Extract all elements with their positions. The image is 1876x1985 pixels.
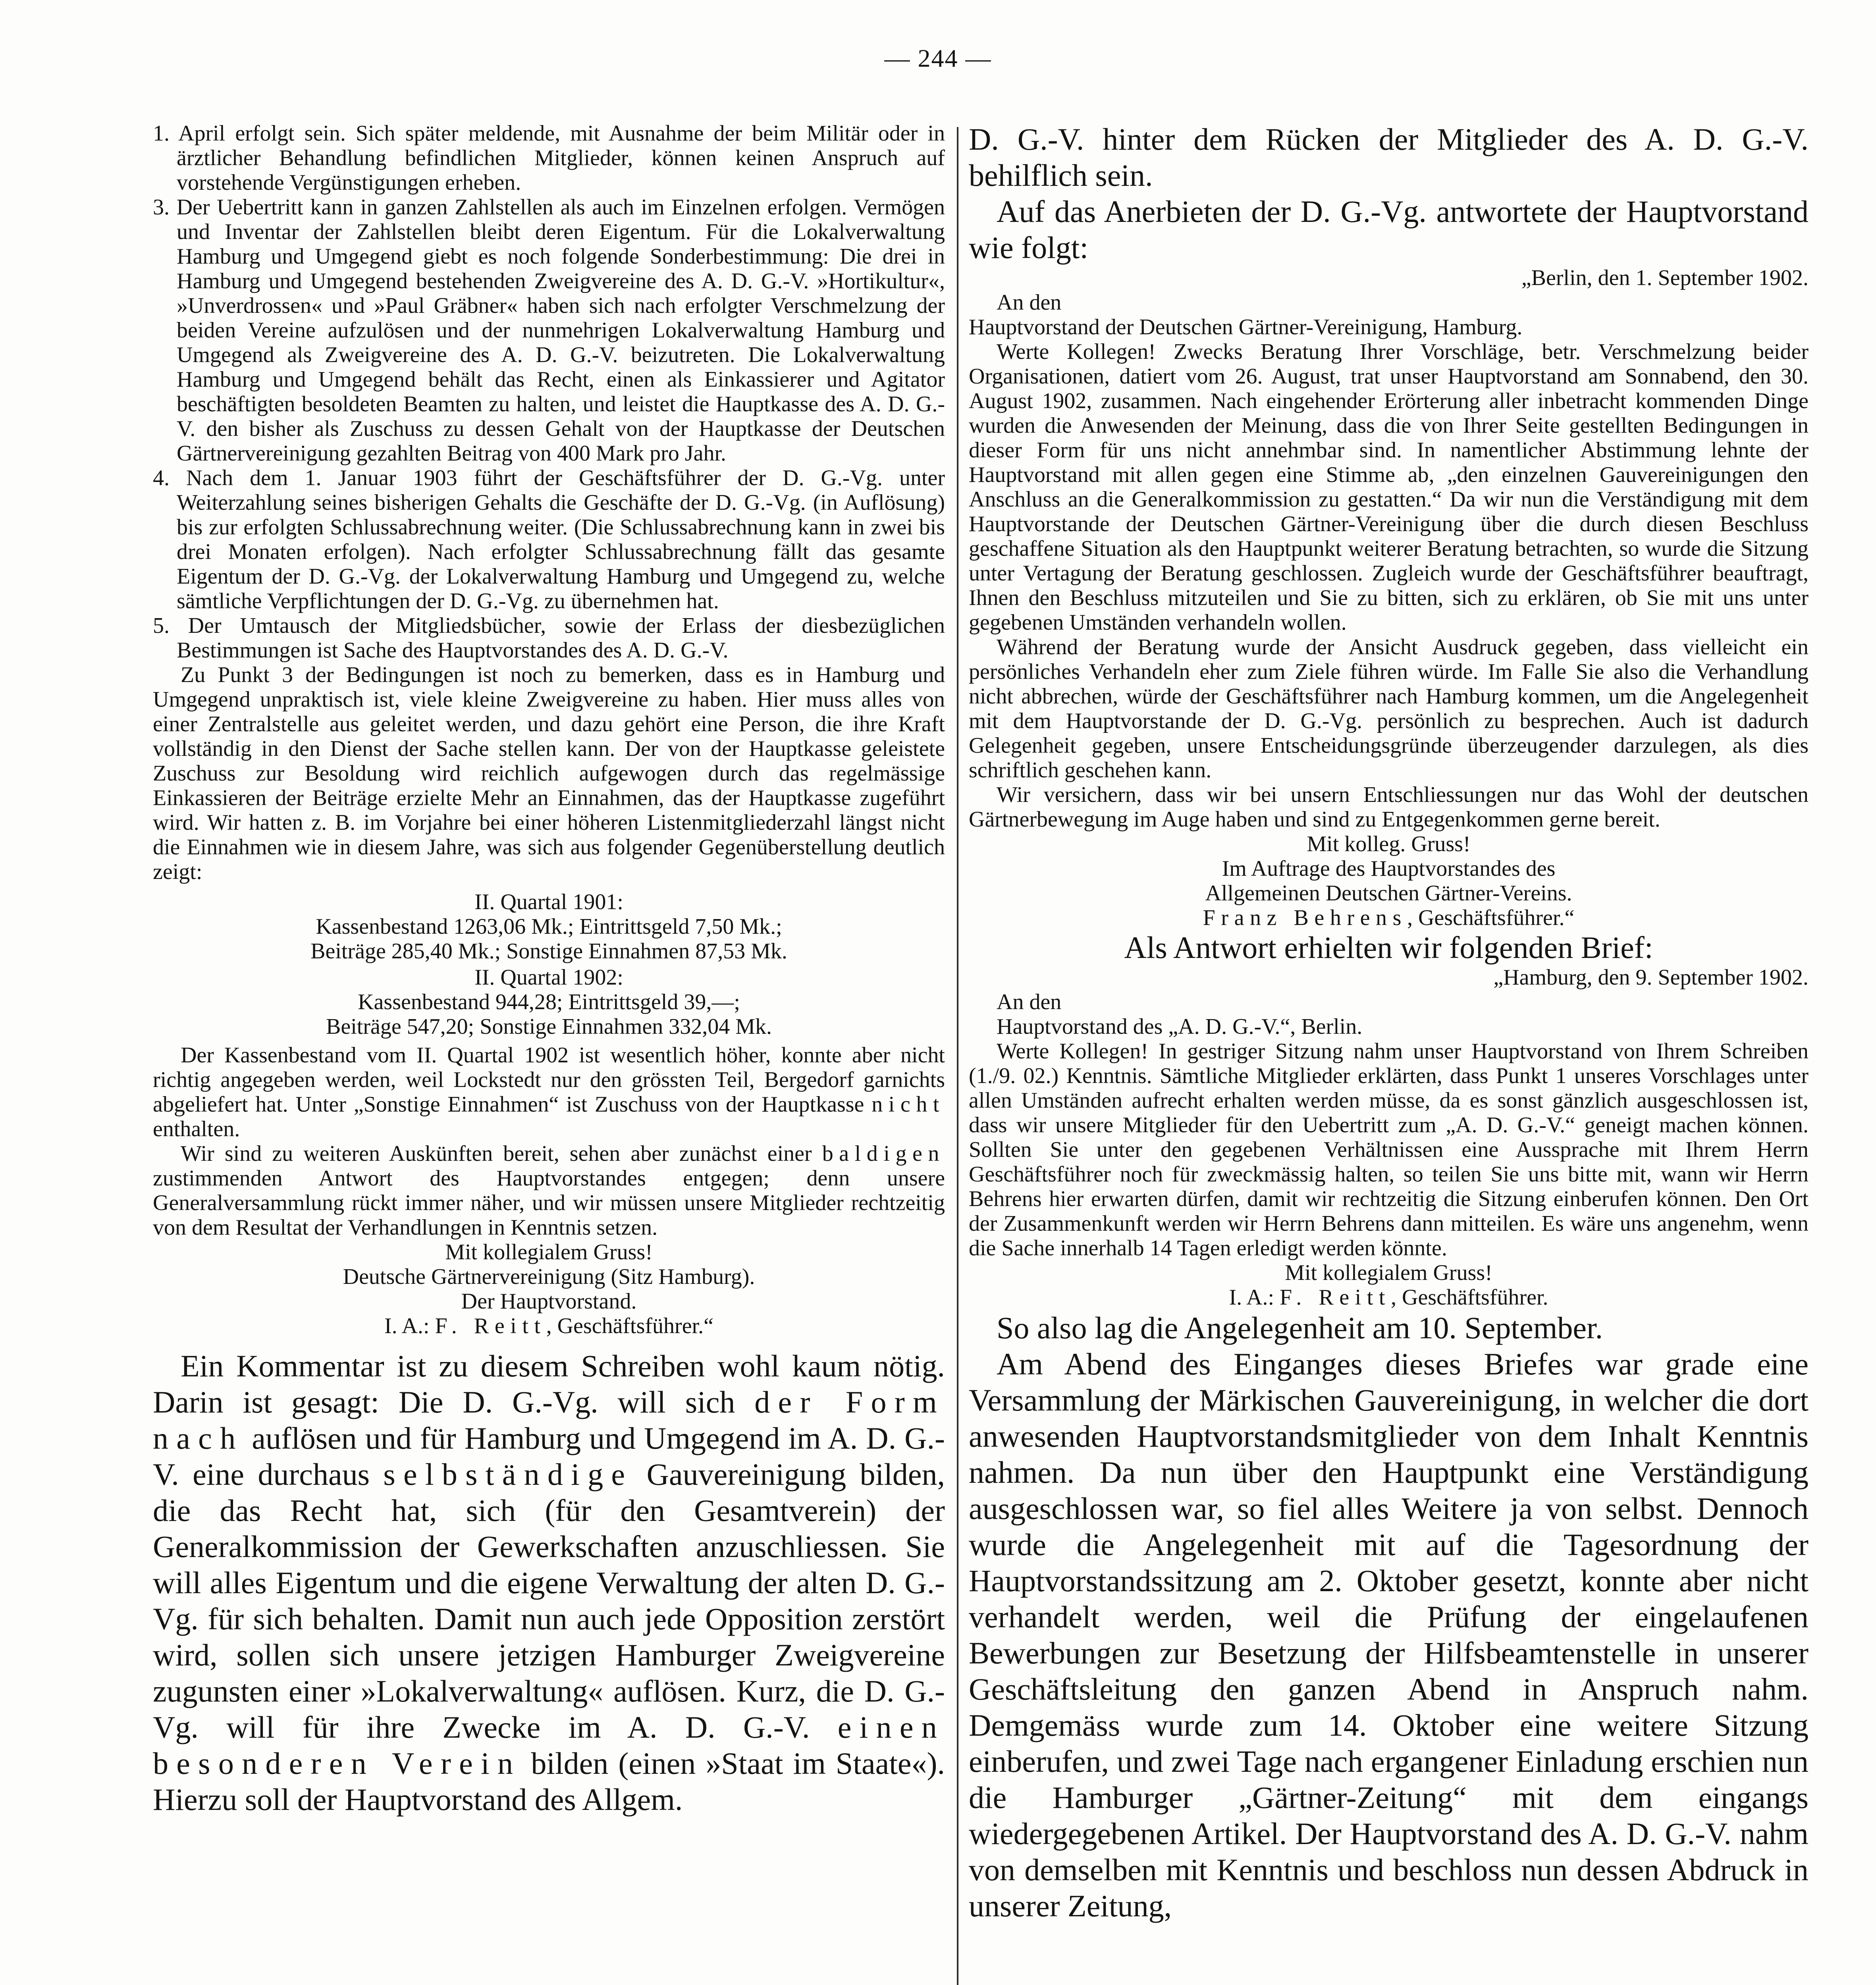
quarter-label: II. Quartal 1902:: [474, 965, 623, 990]
letter-berlin: [969, 266, 1809, 930]
body-paragraph: D. G.-V. hinter dem Rücken der Mitglieder des A. D. G.-V. behilflich sein.: [969, 122, 1809, 193]
commentary: [153, 1348, 945, 1817]
signature-line: [153, 1314, 945, 1338]
text-run: Gauvereinigung bilden, die das Recht hat, sich (für den Gesamtverein) der Generalkommission der Gewerkschaften anzuschliessen. Sie will alles Eigentum und die eigene Verwaltung der alten D. G.-Vg. für sich behalten. Damit nun auch jede Opposition zerstört wird, sollen sich unsere jetzigen Hamburger Zweigvereine zugunsten einer »Lokalverwaltung« auflösen. Kurz, die D. G.-Vg. will für ihre Zwecke im A. D. G.-V.: [153, 1457, 945, 1744]
right-column: [969, 121, 1809, 1924]
body-paragraph: Am Abend des Einganges dieses Briefes war grade eine Versammlung der Märkischen Gauvereinigung, in welcher die dort anwesenden Hauptvorstandsmitglieder von dem Inhalt Kenntnis nahmen. Da nun über den Hauptpunkt eine Verständigung ausgeschlossen war, so fiel alles Weitere ja von selbst. Dennoch wurde die Angelegenheit mit auf die Tagesordnung der Hauptvorstandssitzung am 2. Oktober gesetzt, konnte aber nicht verhandelt werden, weil die Prüfung der eingelaufenen Bewerbungen zur Besetzung der Hilfsbeamtenstelle in unserer Geschäftsleitung den ganzen Abend in Anspruch nahm. Demgemäss wurde zum 14. Oktober eine weitere Sitzung einberufen, und zwei Tage nach ergangener Einladung erschien nun die Hamburger „Gärtner-Zeitung“ mit dem eingangs wiedergegebenen Artikel. Der Hauptvorstand des A. D. G.-V. nahm von demselben mit Kenntnis und beschloss nun dessen Abdruck in unserer Zeitung,: [969, 1347, 1809, 1923]
signature-line: [969, 1285, 1809, 1310]
text-run: Ein Kommentar ist zu diesem Schreiben wohl kaum nötig. Darin ist gesagt: Die D. G.-Vg. will sich: [153, 1349, 945, 1419]
signature-line: Mit kolleg. Gruss!: [1307, 832, 1471, 856]
signature-line: Mit kollegialem Gruss!: [445, 1240, 653, 1264]
condition-item: 1. April erfolgt sein. Sich später meldende, mit Ausnahme der beim Militär oder in ärztlicher Behandlung befindlichen Mitglieder, können keinen Anspruch auf vorstehende Vergünstigungen erheben.: [153, 121, 945, 195]
letter-paragraph: Während der Beratung wurde der Ansicht Ausdruck gegeben, dass vielleicht ein persönliches Verhandeln eher zum Ziele führen würde. Im Falle Sie also die Verhandlung nicht abbrechen, würde der Geschäftsführer nach Hamburg kommen, um die Angelegenheit mit dem Hauptvorstande der D. G.-Vg. persönlich zu besprechen. Auch ist dadurch Gelegenheit gegeben, unsere Entscheidungsgründe überzeugender darzulegen, als dies schriftlich geschehen kann.: [969, 635, 1809, 782]
letter-date: „Berlin, den 1. September 1902.: [1521, 266, 1809, 290]
signature-name: Franz Behrens: [1203, 906, 1407, 930]
signature-name: F. Reitt: [1280, 1285, 1391, 1310]
letter-date: „Hamburg, den 9. September 1902.: [1493, 965, 1809, 990]
body-paragraph: [153, 1141, 945, 1240]
left-column: [153, 121, 945, 1817]
page-number: — 244 —: [884, 44, 992, 72]
letter-paragraph: Werte Kollegen! In gestriger Sitzung nahm unser Hauptvorstand von Ihrem Schreiben (1./9. 02.) Kenntnis. Sämtliche Mitglieder erklärten, dass Punkt 1 unseres Vorschlages unter allen Umständen aufrecht erhalten werden müsse, da es sonst gänzlich ausgeschlossen ist, dass wir unsere Mitglieder für den Uebertritt zum „A. D. G.-V.“ geneigt machen können. Sollten Sie unter den gegebenen Verhältnissen eine Aussprache mit Ihrem Herrn Geschäftsführer noch für zweckmässig halten, so teilen Sie uns bitte mit, wann wir Herrn Behrens hier erwarten dürfen, damit wir rechtzeitig die Sitzung einberufen können. Den Ort der Zusammenkunft werden wir Herrn Behrens dann mitteilen. Es wäre uns angenehm, wenn die Sache innerhalb 14 Tagen erledigt werden könnte.: [969, 1039, 1809, 1260]
text-run: auflösen und für Hamburg und Umgegend im A. D. G.-V. eine durchaus: [153, 1421, 945, 1492]
text-run: , Geschäftsführer.“: [546, 1314, 713, 1338]
emphasis-text: baldigen: [822, 1141, 945, 1166]
body-paragraph: [153, 1043, 945, 1141]
quarter-line: Kassenbestand 944,28; Eintrittsgeld 39,—;: [358, 990, 740, 1014]
signature-line: Im Auftrage des Hauptvorstandes des: [1222, 856, 1556, 881]
condition-item: 5. Der Umtausch der Mitgliedsbücher, sowie der Erlass der diesbezüglichen Bestimmungen ist Sache des Hauptvorstandes des A. D. G.-V.: [153, 613, 945, 663]
condition-item: 3. Der Uebertritt kann in ganzen Zahlstellen als auch im Einzelnen erfolgen. Vermögen und Inventar der Zahlstellen bleibt deren Eigentum. Für die Lokalverwaltung Hamburg und Umgegend giebt es noch folgende Sonderbestimmung: Die drei in Hamburg und Umgegend bestehenden Zweigvereine des A. D. G.-V. »Hortikultur«, »Unverdrossen« und »Paul Gräbner« haben sich nach erfolgter Verschmelzung der beiden Vereine aufzulösen und der nunmehrigen Lokalverwaltung Hamburg und Umgegend als Zweigvereine des A. D. G.-V. beizutreten. Die Lokalverwaltung Hamburg und Umgegend behält das Recht, einen als Einkassierer und Agitator beschäftigten besoldeten Beamten zu halten, und leistet die Hauptkasse des A. D. G.-V. den bisher als Zuschuss zu dessen Gehalt von der Hauptkasse der Deutschen Gärtnervereinigung gezahlten Beitrag von 400 Mark pro Jahr.: [153, 195, 945, 466]
emphasis-text: der Form nach: [153, 1385, 945, 1455]
intro-block: [969, 121, 1809, 266]
quarter-line: Beiträge 285,40 Mk.; Sonstige Einnahmen 87,53 Mk.: [310, 939, 787, 964]
text-run: zustimmenden Antwort des Hauptvorstandes entgegen; denn unsere Generalversammlung rückt immer näher, und wir müssen unsere Mitglieder rechtzeitig von dem Resultat der Verhandlungen in Kenntnis setzen.: [153, 1166, 945, 1240]
signature-name: F. Reitt: [435, 1314, 546, 1338]
commentary-paragraph: [153, 1348, 945, 1817]
column-divider: [957, 127, 958, 1985]
letter-paragraph: Werte Kollegen! Zwecks Beratung Ihrer Vorschläge, betr. Verschmelzung beider Organisationen, datiert vom 26. August, trat unser Hauptvorstand am Sonnabend, den 30. August 1902, zusammen. Nach eingehender Erörterung aller inbetracht kommenden Dinge wurden die Anwesenden der Meinung, dass die von Ihrer Seite gestellten Bedingungen in dieser Form für uns nicht annehmbar sind. In namentlicher Abstimmung lehnte der Hauptvorstand mit allen gegen eine Stimme ab, „den einzelnen Gauvereinigungen den Anschluss an die Generalkommission zu gestatten.“ Da wir nun die Verständigung mit dem Hauptvorstande der Deutschen Gärtner-Vereinigung über die durch diesen Beschluss geschaffene Situation als den Hauptpunkt weiterer Beratung betrachten, so wurde die Sitzung unter Vertagung der Beratung geschlossen. Zugleich wurde der Geschäftsführer beauftragt, Ihnen den Beschluss mitzuteilen und Sie zu bitten, sich zu erklären, ob Sie mit uns unter gegebenen Umständen verhandeln wollen.: [969, 339, 1809, 635]
letter-addressee: Hauptvorstand der Deutschen Gärtner-Vereinigung, Hamburg.: [969, 315, 1523, 339]
signature-line: Allgemeinen Deutschen Gärtner-Vereins.: [1205, 881, 1572, 906]
answer-heading: Als Antwort erhielten wir folgenden Brief:: [1124, 930, 1653, 965]
closing-block: [969, 1310, 1809, 1924]
signature-line: Mit kollegialem Gruss!: [1285, 1260, 1492, 1285]
condition-item: 4. Nach dem 1. Januar 1903 führt der Geschäftsführer der D. G.-Vg. unter Weiterzahlung seines bisherigen Gehalts die Geschäfte der D. G.-Vg. (in Auflösung) bis zur erfolgten Schlussabrechnung weiter. (Die Schlussabrechnung kann in zwei bis drei Monaten erfolgen). Nach erfolgter Schlussabrechnung fällt das gesamte Eigentum der D. G.-Vg. der Lokalverwaltung Hamburg und Umgegend zu, welche sämtliche Verpflichtungen der D. G.-Vg. zu übernehmen hat.: [153, 466, 945, 613]
emphasis-text: einen besonderen Verein: [153, 1710, 945, 1781]
text-run: , Geschäftsführer.“: [1407, 906, 1575, 930]
conditions-list: [153, 121, 945, 1338]
text-run: I. A.:: [1229, 1285, 1280, 1310]
letter-addressee: An den: [997, 290, 1062, 315]
text-run: Wir sind zu weiteren Auskünften bereit, sehen aber zunächst einer: [181, 1141, 822, 1166]
quarter-label: II. Quartal 1901:: [474, 890, 623, 914]
text-run: bilden (einen »Staat im Staate«). Hierzu soll der Hauptvorstand des Allgem.: [153, 1746, 945, 1817]
emphasis-text: nicht: [871, 1092, 945, 1117]
letter-addressee: An den: [997, 990, 1062, 1014]
signature-line: Deutsche Gärtnervereinigung (Sitz Hamburg).: [343, 1264, 755, 1289]
letter-hamburg: [969, 965, 1809, 1310]
text-run: Der Kassenbestand vom II. Quartal 1902 ist wesentlich höher, konnte aber nicht richtig angegeben werden, weil Lockstedt nur den grössten Teil, Bergedorf garnichts abgeliefert hat. Unter „Sonstige Einnahmen“ ist Zuschuss von der Hauptkasse: [153, 1043, 945, 1117]
signature-line: Der Hauptvorstand.: [461, 1289, 637, 1314]
letter-addressee: Hauptvorstand des „A. D. G.-V.“, Berlin.: [997, 1014, 1363, 1039]
emphasis-text: selbständige: [383, 1457, 633, 1492]
quarter-line: Kassenbestand 1263,06 Mk.; Eintrittsgeld 7,50 Mk.;: [316, 914, 782, 939]
text-run: I. A.:: [384, 1314, 435, 1338]
quarter-line: Beiträge 547,20; Sonstige Einnahmen 332,04 Mk.: [326, 1014, 772, 1039]
body-paragraph: So also lag die Angelegenheit am 10. September.: [997, 1310, 1603, 1345]
letter-paragraph: Wir versichern, dass wir bei unsern Entschliessungen nur das Wohl der deutschen Gärtnerbewegung im Auge haben und sind zu Entgegenkommen gerne bereit.: [969, 782, 1809, 832]
text-run: , Geschäftsführer.: [1391, 1285, 1548, 1310]
signature-line: [969, 906, 1809, 930]
text-run: enthalten.: [153, 1117, 240, 1141]
body-paragraph: Zu Punkt 3 der Bedingungen ist noch zu bemerken, dass es in Hamburg und Umgegend unpraktisch ist, viele kleine Zweigvereine zu haben. Hier muss alles von einer Zentralstelle aus geleitet werden, und dazu gehört eine Person, die ihre Kraft vollständig in den Dienst der Sache stellen kann. Der von der Hauptkasse geleistete Zuschuss zur Besoldung wird reichlich aufgewogen durch das regelmässige Einkassieren der Beiträge erzielte Mehr an Einnahmen, das der Hauptkasse zugeführt wird. Wir hatten z. B. im Vorjahre bei einer höheren Listenmitgliederzahl längst nicht die Einnahmen wie in diesem Jahre, was sich aus folgender Gegenüberstellung deutlich zeigt:: [153, 663, 945, 884]
body-paragraph: Auf das Anerbieten der D. G.-Vg. antwortete der Hauptvorstand wie folgt:: [969, 194, 1809, 265]
